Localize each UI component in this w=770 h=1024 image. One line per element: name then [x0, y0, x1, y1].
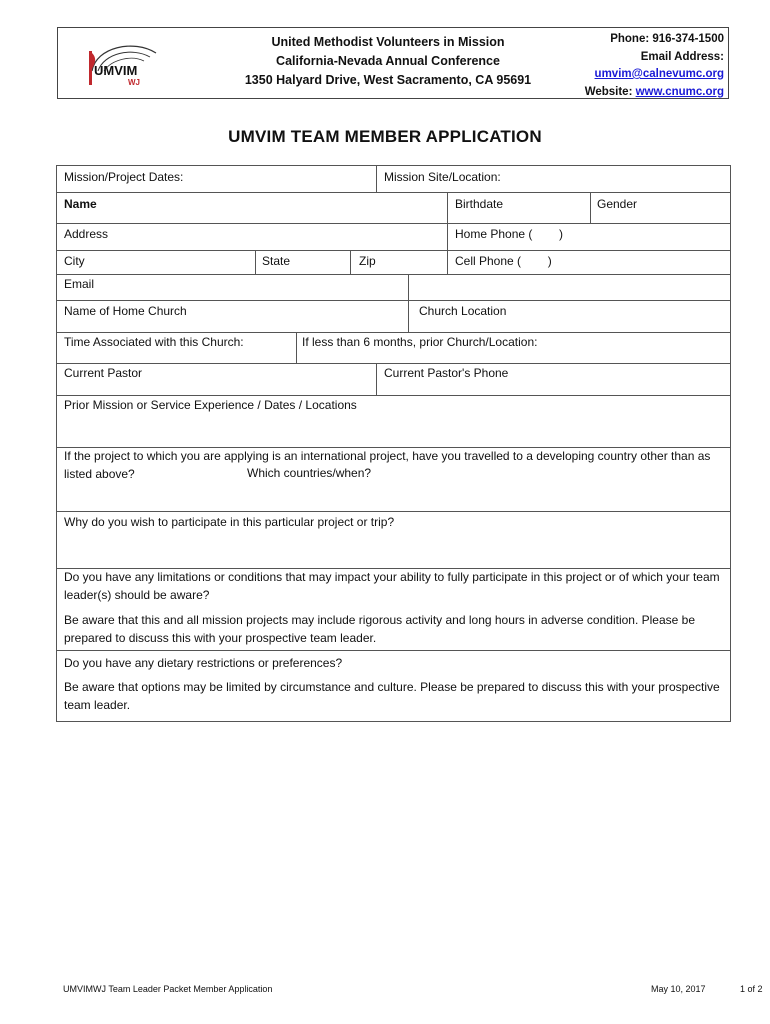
svg-text:UMVIM: UMVIM: [94, 63, 138, 78]
organization-info: [228, 33, 548, 90]
org-conference: California-Nevada Annual Conference: [276, 54, 500, 68]
website-link[interactable]: www.cnumc.org: [635, 85, 724, 98]
name-field[interactable]: Name: [64, 197, 97, 211]
prior-church-field[interactable]: If less than 6 months, prior Church/Location:: [302, 335, 538, 349]
church-location-field[interactable]: Church Location: [419, 304, 507, 318]
umvim-logo: [82, 41, 164, 87]
state-field[interactable]: State: [262, 254, 291, 268]
email-link[interactable]: umvim@calnevumc.org: [594, 68, 724, 80]
email-field[interactable]: Email: [64, 277, 95, 291]
current-pastor-field[interactable]: Current Pastor: [64, 366, 143, 380]
birthdate-field[interactable]: Birthdate: [455, 197, 504, 211]
pastor-phone-field[interactable]: Current Pastor's Phone: [384, 366, 509, 380]
mission-dates-field[interactable]: Mission/Project Dates:: [64, 170, 184, 184]
why-participate-field[interactable]: Why do you wish to participate in this particular project or trip?: [64, 515, 395, 529]
prior-experience-field[interactable]: Prior Mission or Service Experience / Dates / Locations: [64, 398, 357, 412]
page-title: UMVIM TEAM MEMBER APPLICATION: [228, 127, 542, 146]
city-field[interactable]: City: [64, 254, 85, 268]
home-phone-field[interactable]: Home Phone ( ): [455, 227, 564, 241]
contact-info: [585, 31, 724, 101]
home-church-field[interactable]: Name of Home Church: [64, 304, 187, 318]
footer-document-name: UMVIMWJ Team Leader Packet Member Application: [63, 984, 273, 994]
footer-date: May 10, 2017: [651, 984, 706, 994]
letterhead: [57, 27, 729, 99]
limitations-question[interactable]: Do you have any limitations or conditions that may impact your ability to fully participate in this project or of which your team leader(s) should be aware?: [64, 570, 720, 602]
which-countries-label: Which countries/when?: [247, 466, 372, 480]
email-label: Email Address:: [640, 50, 724, 63]
international-question[interactable]: If the project to which you are applying is an international project, have you travelled to a developing country other than as listed above?: [64, 449, 711, 481]
zip-field[interactable]: Zip: [359, 254, 376, 268]
cell-phone-field[interactable]: Cell Phone ( ): [455, 254, 552, 268]
dietary-field[interactable]: Do you have any dietary restrictions or preferences?: [64, 656, 343, 670]
gender-field[interactable]: Gender: [597, 197, 638, 211]
mission-site-field[interactable]: Mission Site/Location:: [384, 170, 501, 184]
time-associated-field[interactable]: Time Associated with this Church:: [64, 335, 244, 349]
dietary-note: Be aware that options may be limited by circumstance and culture. Please be prepared to discuss this with your prospective team leader.: [64, 680, 720, 712]
address-field[interactable]: Address: [64, 227, 109, 241]
phone: Phone: 916-374-1500: [610, 33, 724, 45]
application-form: [56, 165, 731, 722]
org-address: 1350 Halyard Drive, West Sacramento, CA 95691: [244, 73, 532, 87]
svg-text:WJ: WJ: [128, 78, 140, 87]
footer-page-number: 1 of 2: [740, 984, 763, 994]
limitations-note: Be aware that this and all mission projects may include rigorous activity and long hours in adverse condition. Please be prepared to discuss this with your prospective team leader.: [64, 613, 696, 645]
org-name: United Methodist Volunteers in Mission: [271, 35, 505, 49]
website-label: Website:: [584, 85, 633, 98]
